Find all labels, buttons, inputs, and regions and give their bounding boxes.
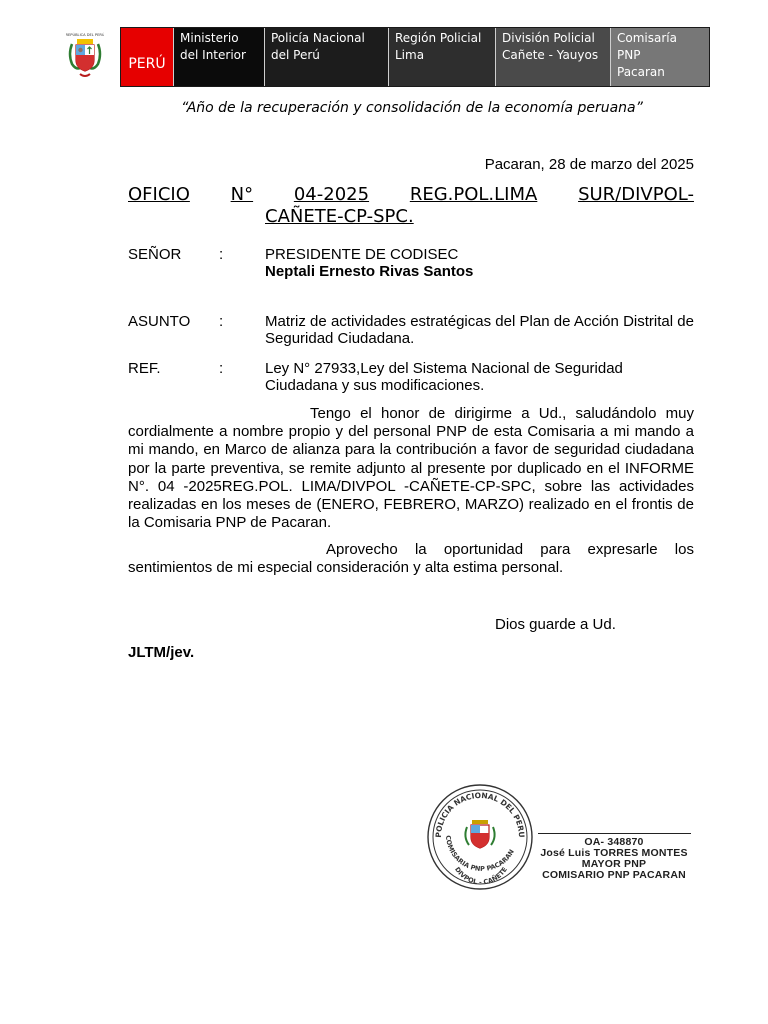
farewell: Dios guarde a Ud. <box>495 616 616 633</box>
header-cell-line: Policía Nacional <box>271 31 365 45</box>
header-cell-line: Lima <box>395 48 425 62</box>
place-date: Pacaran, 28 de marzo del 2025 <box>484 156 694 173</box>
header-cell-line: del Perú <box>271 48 320 62</box>
reference-colon: : <box>219 360 224 377</box>
header-cell-ministry <box>174 28 265 86</box>
recipient-colon: : <box>219 246 224 263</box>
body-paragraph: Aprovecho la oportunidad para expresarle los sentimientos de mi especial consideración y alta estima personal. <box>128 541 694 577</box>
reference-text: Ley N° 27933,Ley del Sistema Nacional de Seguridad Ciudadana y sus modificaciones. <box>265 360 623 394</box>
header-country: PERÚ <box>121 28 174 86</box>
institutional-header <box>120 27 710 87</box>
document-number-line2: CAÑETE-CP-SPC. <box>265 206 414 227</box>
signature-post: COMISARIO PNP PACARAN <box>542 869 686 881</box>
document-number-word: N° <box>230 184 254 205</box>
document-number <box>128 184 694 228</box>
crest-label: REPÚBLICA DEL PERÚ <box>66 33 104 37</box>
header-cell-station <box>611 28 709 86</box>
header-cell-line: Pacaran <box>617 65 665 79</box>
signature-rank: MAYOR PNP <box>581 858 647 870</box>
recipient-name: Neptali Ernesto Rivas Santos <box>265 263 474 280</box>
seal-top-text: POLICIA NACIONAL DEL PERU <box>433 790 527 838</box>
seal-bottom-text: DIVPOL - CAÑETE <box>453 865 509 887</box>
header-cell-line: Cañete - Yauyos <box>502 48 599 62</box>
header-cell-line: Ministerio <box>180 31 239 45</box>
header-cell-line: del Interior <box>180 48 246 62</box>
recipient-title: PRESIDENTE DE CODISEC <box>265 246 459 263</box>
subject-label: ASUNTO <box>128 313 191 330</box>
header-cell-region <box>389 28 496 86</box>
seal-crest-icon <box>465 820 494 848</box>
document-number-word: REG.POL.LIMA <box>409 184 538 205</box>
reference-label: REF. <box>128 360 161 377</box>
signature-code: OA- 348870 <box>584 836 644 848</box>
recipient-label: SEÑOR <box>128 246 182 263</box>
header-cell-division <box>496 28 611 86</box>
document-number-word: OFICIO <box>128 184 190 205</box>
subject-text: Matriz de actividades estratégicas del Plan de Acción Distrital de Seguridad Ciudadana. <box>265 313 694 347</box>
header-cell-line: Comisaría PNP <box>617 31 677 62</box>
header-cell-line: Región Policial <box>395 31 482 45</box>
header-cell-police <box>265 28 389 86</box>
signature-line <box>538 833 691 834</box>
signature-name: José Luis TORRES MONTES <box>540 847 688 859</box>
subject-colon: : <box>219 313 224 330</box>
header-cell-line: División Policial <box>502 31 595 45</box>
seal-middle-text: COMISARIA PNP PACARAN <box>444 835 516 873</box>
peru-coat-of-arms-icon <box>66 30 104 82</box>
year-motto: “Año de la recuperación y consolidación de la economía peruana” <box>181 100 643 116</box>
document-number-word: SUR/DIVPOL- <box>578 184 694 205</box>
police-seal-stamp <box>425 783 535 891</box>
document-number-word: 04-2025 <box>293 184 370 205</box>
body-paragraph: Tengo el honor de dirigirme a Ud., saludándolo muy cordialmente a nombre propio y del personal PNP de esta Comisaria a mi mando a mi mando, en Marco de alianza para la contribución a favor de seguridad ciudadana por la parte preventiva, se remite adjunto al presente por duplicado en el INFORME N°. 04 -2025REG.POL. LIMA/DIVPOL -CAÑETE-CP-SPC, sobre las actividades realizadas en los meses de (ENERO, FEBRERO, MARZO) realizado en el frontis de la Comisaria PNP de Pacaran. <box>128 405 694 532</box>
reference-initials: JLTM/jev. <box>128 644 195 661</box>
